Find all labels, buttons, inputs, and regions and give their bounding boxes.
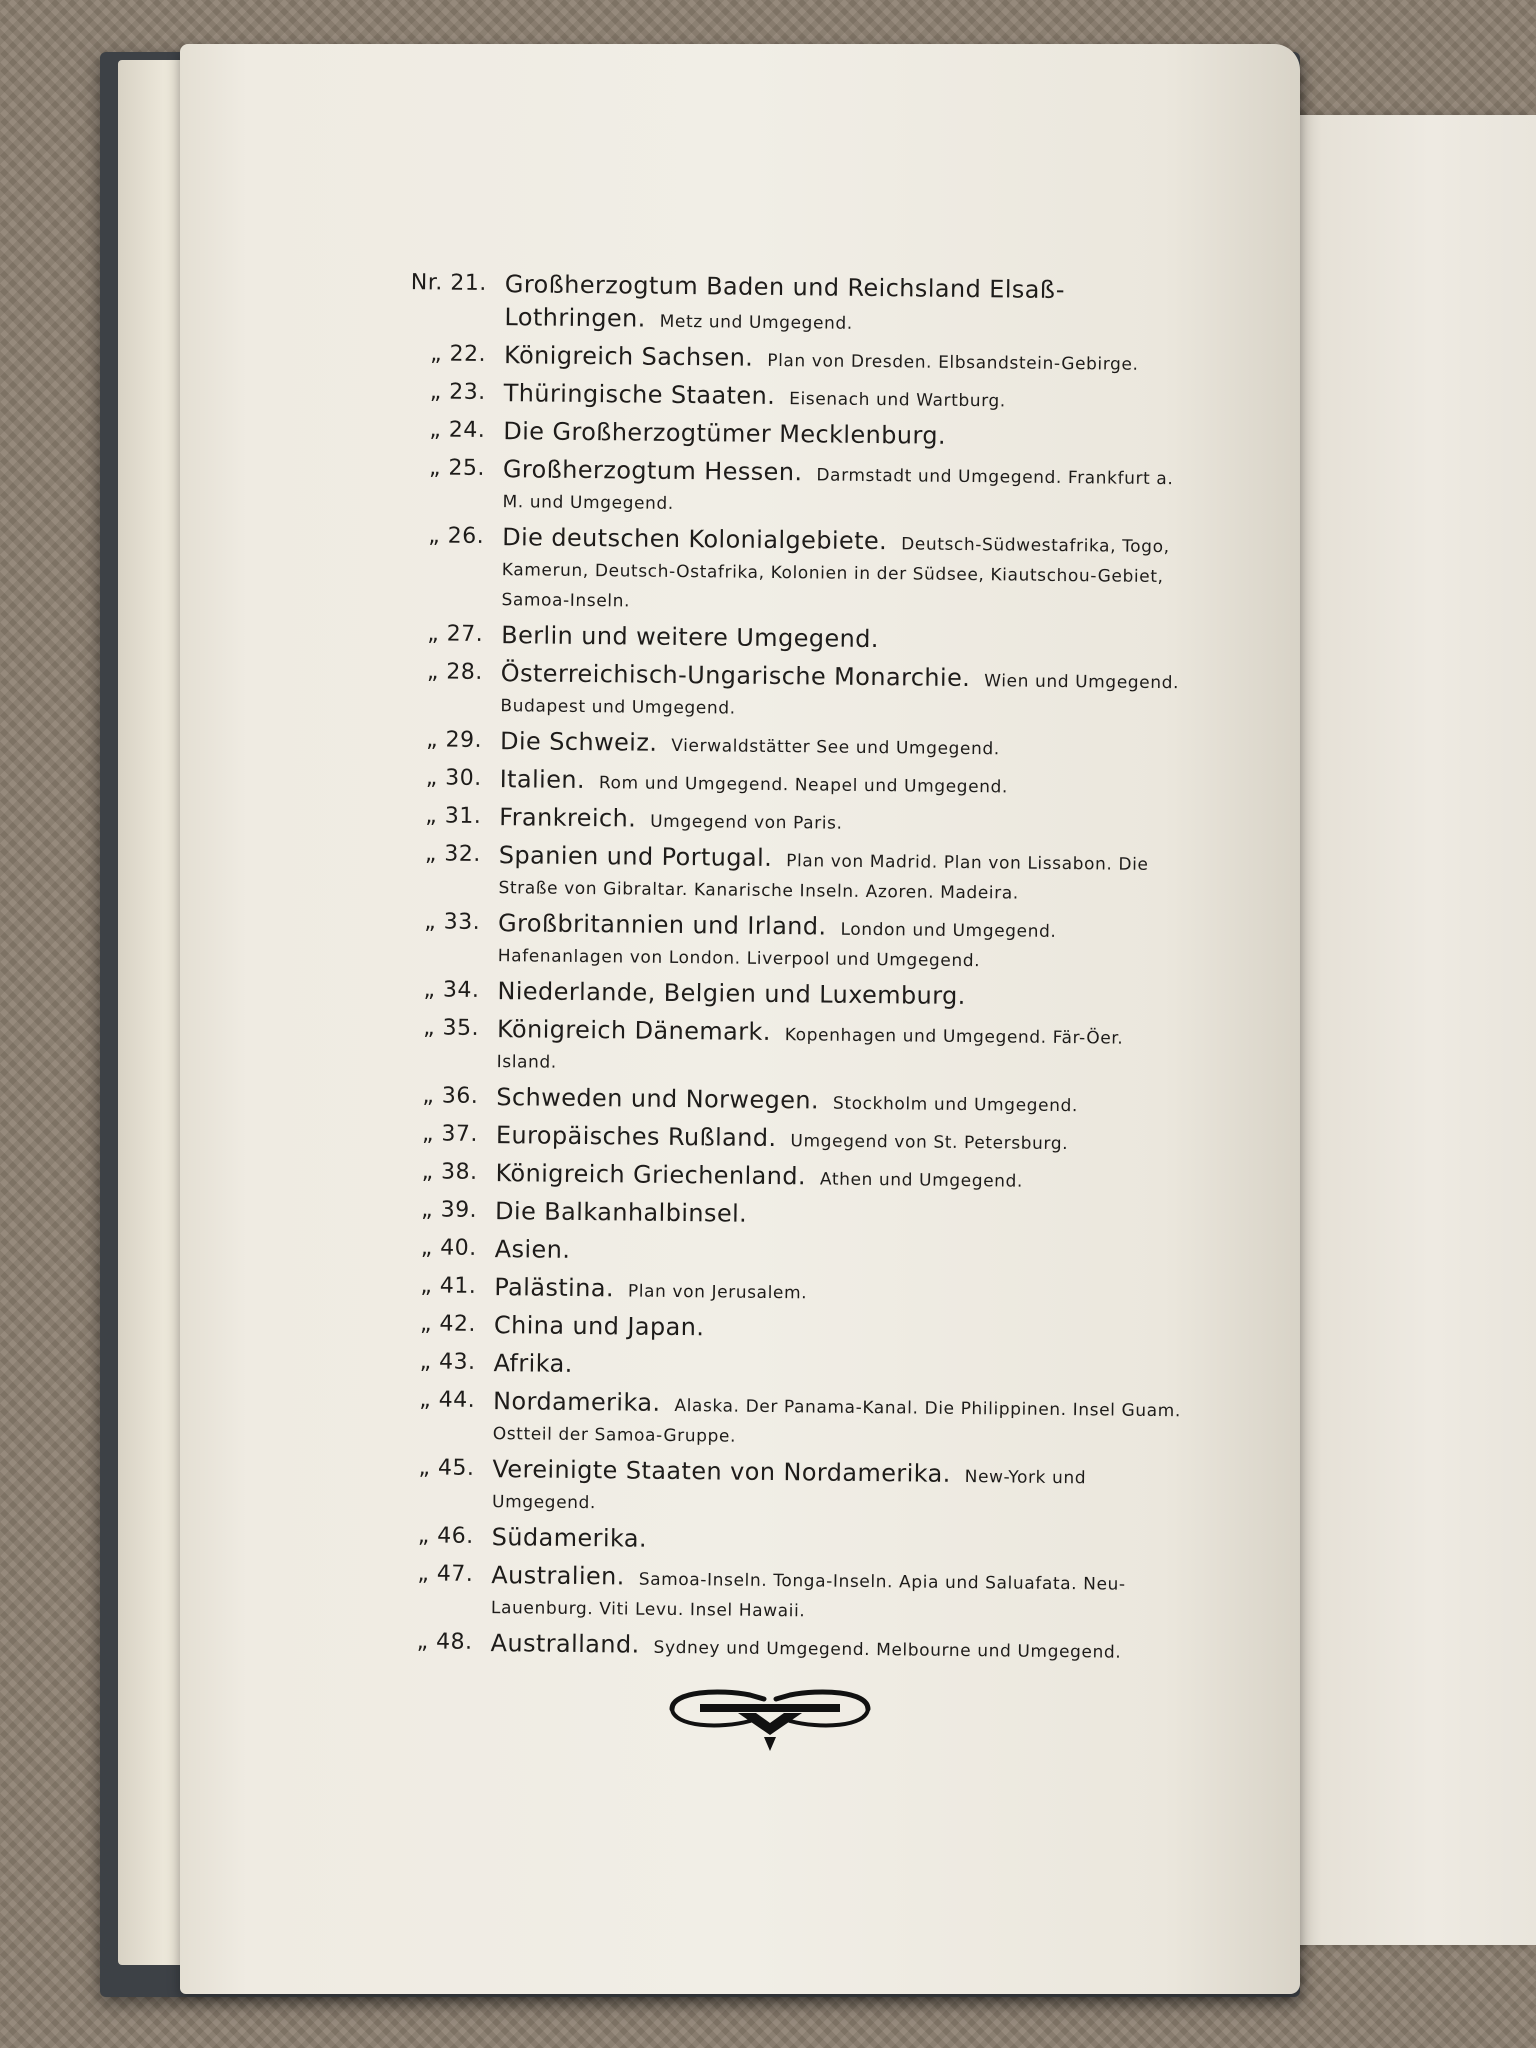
toc-entry — [391, 521, 1192, 622]
entry-content — [493, 1386, 1184, 1456]
entry-number: „ 41. — [420, 1273, 477, 1299]
entry-content — [493, 1348, 1183, 1388]
entry-content — [498, 840, 1189, 910]
entry-subtitle: Eisenach und Wartburg. — [789, 389, 1006, 412]
entry-title: Australland. — [490, 1629, 640, 1659]
entry-title: Südamerika. — [491, 1523, 648, 1553]
entry-content — [500, 658, 1191, 728]
toc-entry — [388, 907, 1189, 978]
toc-entry — [380, 1627, 1180, 1668]
entry-content — [497, 1014, 1188, 1084]
entry-number: „ 34. — [423, 977, 480, 1003]
entry-content — [504, 340, 1194, 380]
entry-subtitle: Deutsch-Südwestafrika, Togo, Kamerun, Deutsch-Ostafrika, Kolonien in der Südsee, Kiautschou-Gebiet, Samoa-Inseln. — [501, 534, 1170, 612]
entry-content — [501, 522, 1192, 622]
toc-entry — [393, 415, 1193, 456]
entry-subtitle: Stockholm und Umgegend. — [832, 1093, 1079, 1117]
toc-entry — [383, 1385, 1184, 1456]
entry-content — [500, 726, 1190, 766]
entry-title: China und Japan. — [493, 1311, 705, 1342]
toc-entry — [394, 339, 1194, 380]
decorative-flourish-icon — [660, 1683, 880, 1755]
entry-title: Königreich Griechenland. — [495, 1159, 807, 1191]
entry-subtitle: London und Umgegend. Hafenanlagen von London. Liverpool und Umgegend. — [497, 919, 1057, 972]
entry-subtitle: Plan von Dresden. Elbsandstein-Gebirge. — [767, 350, 1139, 375]
entry-number: „ 36. — [422, 1083, 479, 1109]
entry-title: Palästina. — [494, 1273, 615, 1303]
entry-number: „ 33. — [424, 909, 481, 935]
entry-number: „ 39. — [421, 1197, 478, 1223]
toc-entry — [381, 1559, 1182, 1630]
entry-title: Königreich Sachsen. — [503, 341, 754, 372]
entry-subtitle: Rom und Umgegend. Neapel und Umgegend. — [598, 773, 1009, 798]
toc-entry — [392, 453, 1193, 524]
entry-title: Vereinigte Staaten von Nordamerika. — [492, 1455, 951, 1488]
entry-subtitle: Kopenhagen und Umgegend. Fär-Öer. Island. — [496, 1025, 1124, 1073]
entry-subtitle: Plan von Madrid. Plan von Lissabon. Die Straße von Gibraltar. Kanarische Inseln. Azoren. Madeira. — [498, 851, 1149, 904]
entry-content — [491, 1560, 1182, 1630]
entry-title: Frankreich. — [499, 803, 637, 833]
entry-title: Österreichisch-Ungarische Monarchie. — [500, 659, 971, 693]
entry-title: Die Schweiz. — [499, 727, 658, 757]
toc-entry — [388, 839, 1189, 910]
entry-number: „ 26. — [428, 523, 485, 549]
toc-entry — [394, 377, 1194, 418]
entry-title: Die deutschen Kolonialgebiete. — [502, 523, 888, 556]
entry-number: „ 46. — [417, 1523, 474, 1549]
entry-content — [504, 378, 1194, 418]
entry-number: „ 29. — [426, 727, 483, 753]
toc-entry — [384, 1309, 1184, 1350]
entry-title: Spanien und Portugal. — [498, 841, 773, 872]
entry-subtitle: Metz und Umgegend. — [659, 311, 853, 334]
entry-title: Niederlande, Belgien und Luxemburg. — [497, 977, 966, 1011]
entry-title: Die Großherzogtümer Mecklenburg. — [503, 417, 947, 450]
entry-content — [496, 1082, 1186, 1122]
toc-entry — [387, 975, 1187, 1016]
entry-subtitle: Umgegend von St. Petersburg. — [790, 1131, 1069, 1155]
toc-entry — [390, 725, 1190, 766]
entry-content — [499, 802, 1189, 842]
entry-subtitle: Samoa-Inseln. Tonga-Inseln. Apia und Saluafata. Neu-Lauenburg. Viti Levu. Insel Hawaii. — [490, 1569, 1126, 1622]
entry-content — [498, 908, 1189, 978]
entry-title: Australien. — [491, 1561, 625, 1591]
entry-number: Nr. 21. — [410, 270, 487, 296]
toc-entry — [385, 1233, 1185, 1274]
toc-entry — [383, 1347, 1183, 1388]
table-of-contents — [380, 268, 1195, 1673]
entry-number: „ 27. — [427, 621, 484, 647]
entry-title: Europäisches Rußland. — [495, 1121, 777, 1153]
toc-entry — [385, 1195, 1185, 1236]
entry-content — [494, 1272, 1184, 1312]
entry-number: „ 44. — [419, 1387, 476, 1413]
entry-subtitle: Alaska. Der Panama-Kanal. Die Philippinen. Insel Guam. Ostteil der Samoa-Gruppe. — [492, 1395, 1182, 1447]
entry-content — [501, 620, 1191, 660]
entry-number: „ 47. — [417, 1561, 474, 1587]
entry-content — [504, 269, 1195, 342]
toc-entry — [390, 657, 1191, 728]
toc-entry — [394, 268, 1195, 342]
toc-entry — [385, 1157, 1185, 1198]
entry-number: „ 24. — [429, 417, 486, 443]
entry-content — [502, 454, 1193, 524]
entry-title: Die Balkanhalbinsel. — [494, 1197, 748, 1228]
entry-title: Großherzogtum Hessen. — [502, 455, 803, 487]
entry-number: „ 30. — [425, 765, 482, 791]
entry-title: Afrika. — [493, 1349, 573, 1378]
entry-subtitle: Vierwaldstätter See und Umgegend. — [671, 735, 1000, 760]
entry-content — [495, 1234, 1185, 1274]
entry-subtitle: Sydney und Umgegend. Melbourne und Umgegend. — [653, 1637, 1122, 1663]
entry-number: „ 48. — [416, 1629, 473, 1655]
entry-content — [490, 1628, 1180, 1668]
entry-number: „ 35. — [423, 1015, 480, 1041]
entry-title: Nordamerika. — [492, 1387, 661, 1417]
toc-entry — [386, 1119, 1186, 1160]
entry-subtitle: Umgegend von Paris. — [650, 811, 843, 834]
entry-title: Großbritannien und Irland. — [497, 909, 827, 941]
toc-entry — [389, 763, 1189, 804]
entry-title: Schweden und Norwegen. — [496, 1083, 820, 1115]
entry-content — [499, 764, 1189, 804]
entry-title: Berlin und weitere Umgegend. — [501, 621, 880, 654]
toc-entry — [386, 1081, 1186, 1122]
entry-number: „ 23. — [429, 379, 486, 405]
entry-subtitle: Wien und Umgegend. Budapest und Umgegend. — [500, 671, 1180, 719]
entry-subtitle: Plan von Jerusalem. — [627, 1281, 808, 1304]
entry-content — [492, 1522, 1182, 1562]
entry-number: „ 22. — [430, 341, 487, 367]
entry-title: Italien. — [499, 765, 586, 795]
entry-content — [497, 976, 1187, 1016]
toc-entry — [382, 1521, 1182, 1562]
entry-title: Königreich Dänemark. — [496, 1015, 771, 1046]
entry-subtitle: Athen und Umgegend. — [819, 1169, 1024, 1192]
entry-title: Thüringische Staaten. — [503, 379, 776, 410]
entry-number: „ 31. — [425, 803, 482, 829]
entry-subtitle: New-York und Umgegend. — [491, 1467, 1087, 1514]
toc-entry — [391, 619, 1191, 660]
entry-subtitle: Darmstadt und Umgegend. Frankfurt a. M. und Umgegend. — [502, 465, 1174, 514]
right-page — [1275, 115, 1536, 1945]
entry-number: „ 37. — [421, 1121, 479, 1147]
entry-number: „ 40. — [420, 1235, 477, 1261]
entry-number: „ 28. — [426, 659, 483, 685]
entry-number: „ 42. — [419, 1311, 477, 1337]
toc-entry — [389, 801, 1189, 842]
entry-title: Großherzogtum Baden und Reichsland Elsaß-Lothringen. — [504, 270, 1066, 333]
entry-number: „ 45. — [418, 1455, 475, 1481]
entry-content — [503, 416, 1193, 456]
entry-content — [492, 1454, 1183, 1524]
entry-number: „ 43. — [419, 1349, 476, 1375]
toc-entry — [382, 1453, 1183, 1524]
entry-number: „ 38. — [421, 1159, 478, 1185]
toc-entry — [387, 1013, 1188, 1084]
entry-number: „ 32. — [424, 841, 481, 867]
entry-content — [495, 1158, 1185, 1198]
entry-content — [496, 1120, 1186, 1160]
entry-number: „ 25. — [428, 455, 486, 481]
toc-entry — [384, 1271, 1184, 1312]
entry-content — [494, 1310, 1184, 1350]
entry-title: Asien. — [494, 1235, 571, 1264]
entry-content — [495, 1196, 1185, 1236]
